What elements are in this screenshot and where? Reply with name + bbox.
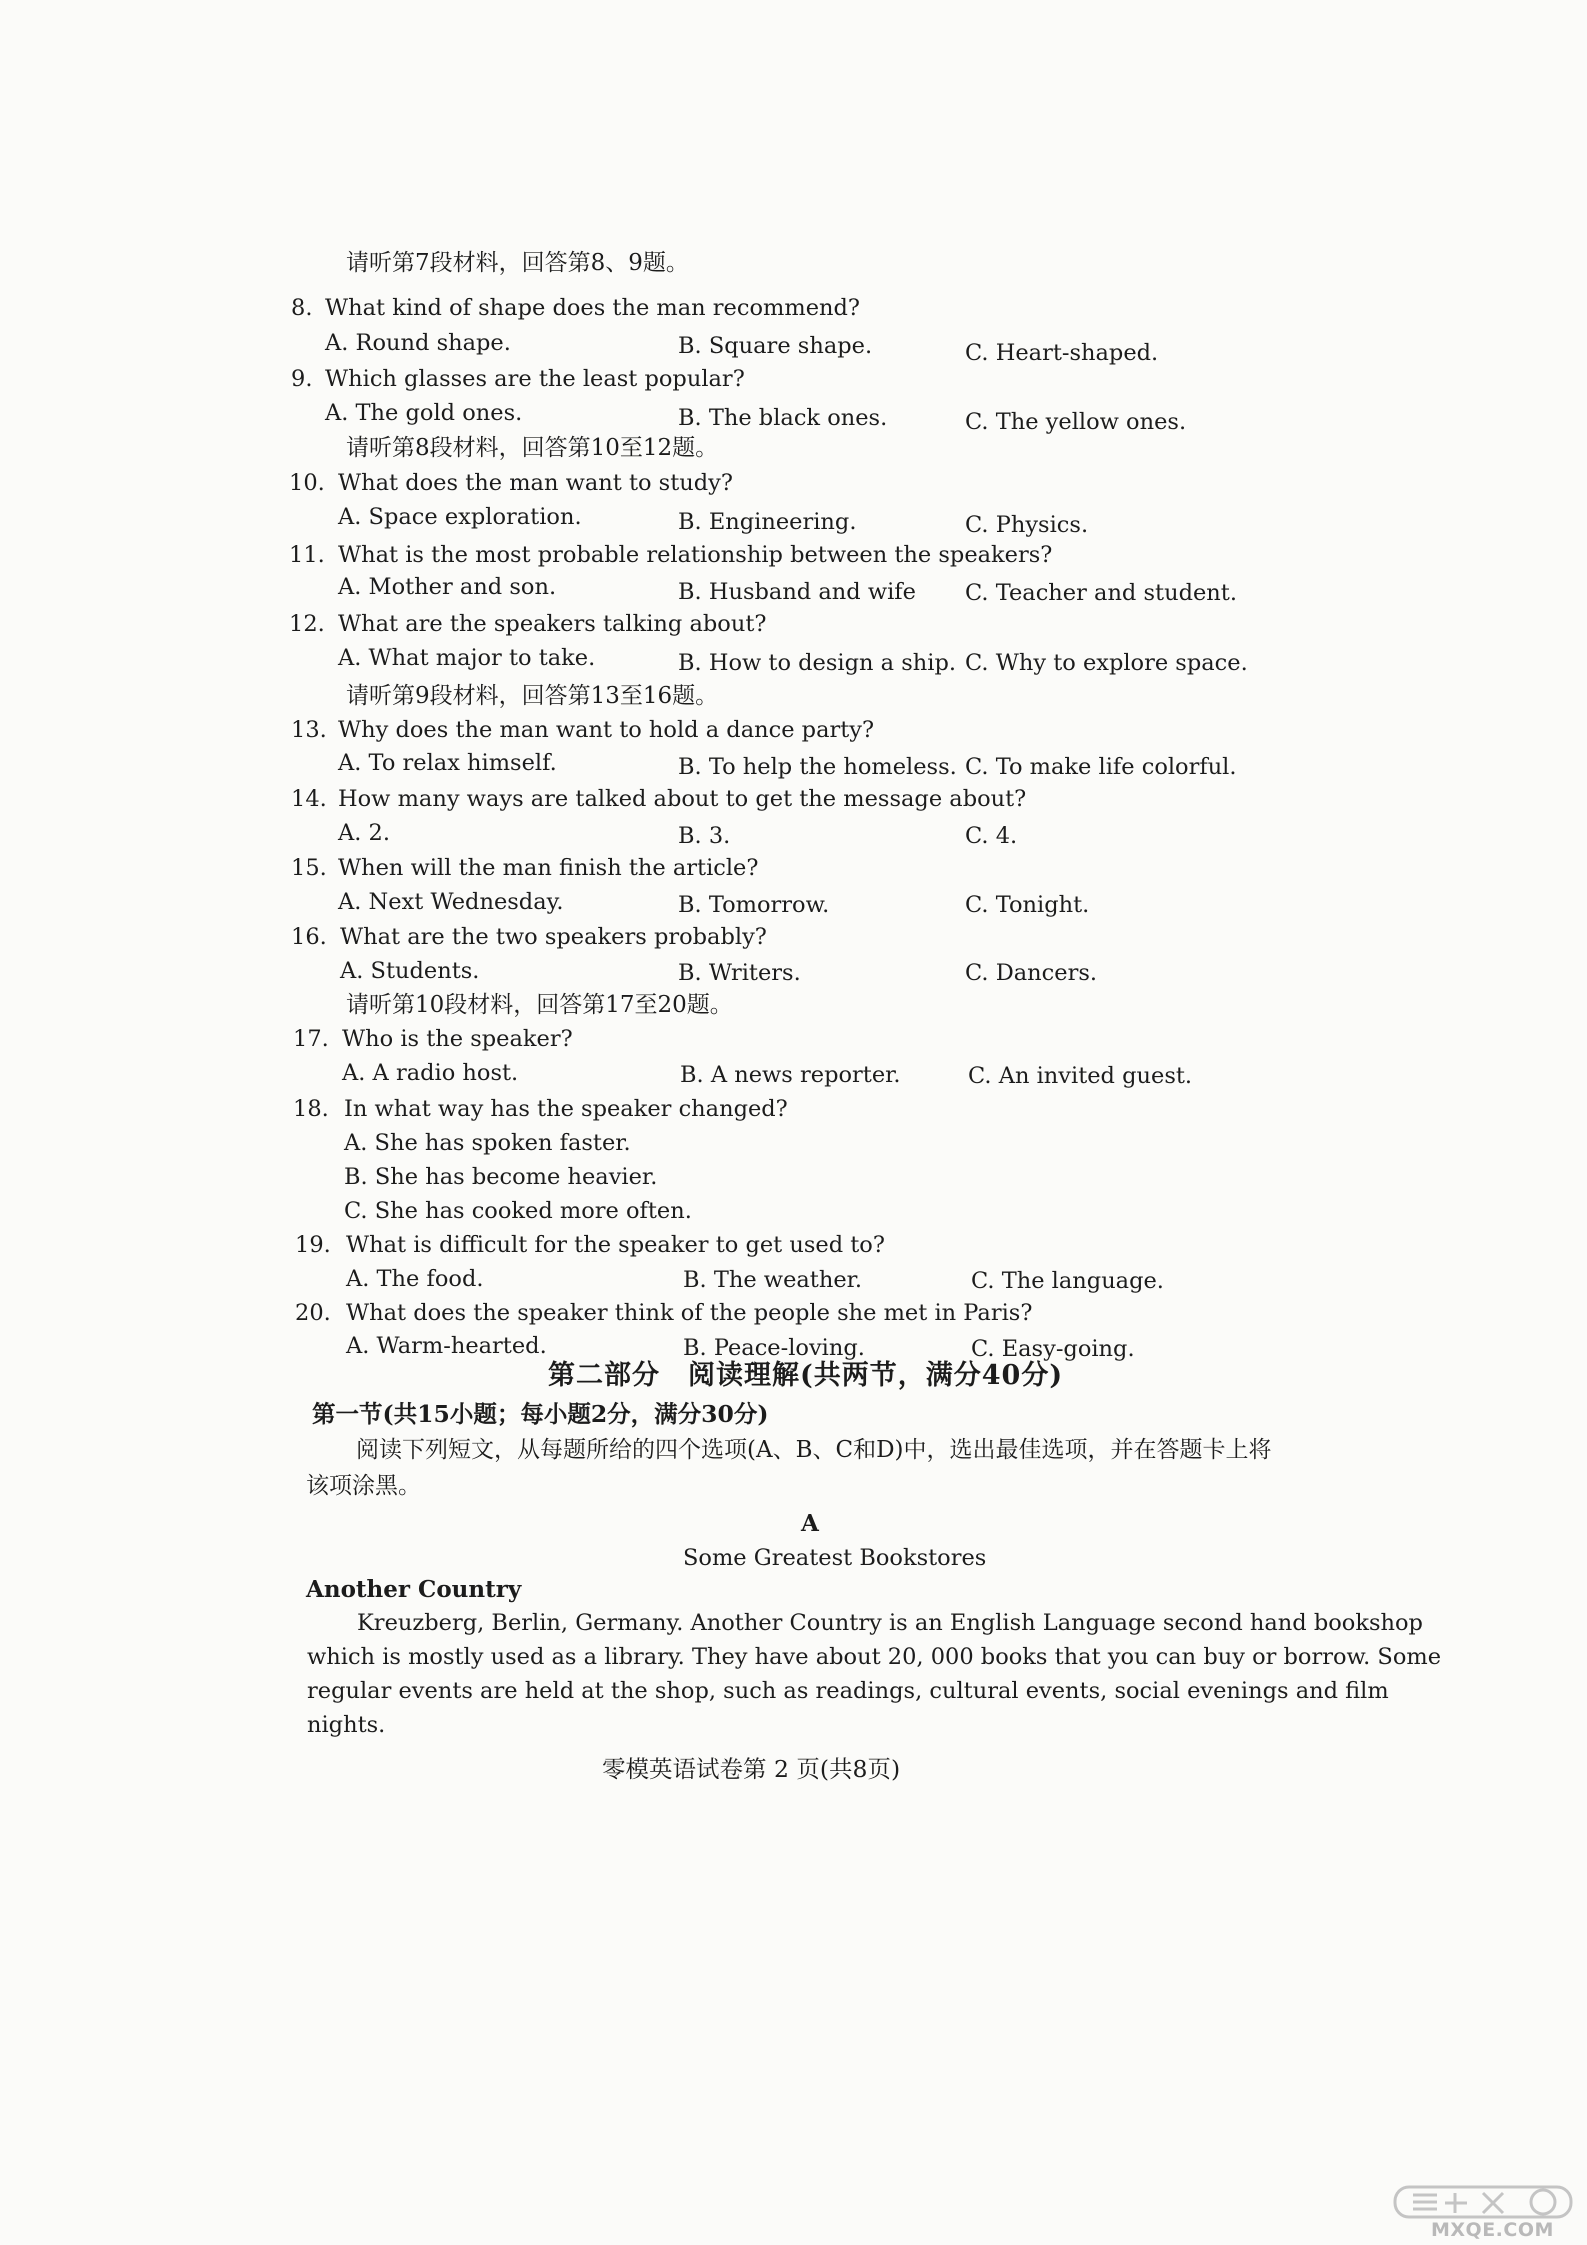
q12-number: 12.	[289, 611, 325, 637]
q16-option-b: B. Writers.	[678, 960, 801, 986]
passage-line-2: which is mostly used as a library. They have about 20, 000 books that you can buy or borrow. Some	[307, 1644, 1442, 1670]
q16-number: 16.	[291, 924, 327, 950]
q16-option-a: A. Students.	[340, 958, 480, 984]
q17-option-c: C. An invited guest.	[968, 1063, 1193, 1089]
passage-letter: A	[801, 1510, 819, 1537]
q12-option-a: A. What major to take.	[338, 645, 596, 671]
listening-instruction-9: 请听第9段材料，回答第13至16题。	[346, 683, 719, 709]
q17-option-a: A. A radio host.	[342, 1060, 519, 1086]
passage-title: Some Greatest Bookstores	[683, 1545, 987, 1571]
q13-option-a: A. To relax himself.	[338, 750, 557, 776]
q13-stem: Why does the man want to hold a dance party?	[338, 717, 875, 743]
listening-instruction-10: 请听第10段材料，回答第17至20题。	[346, 992, 733, 1018]
q12-option-c: C. Why to explore space.	[965, 650, 1248, 676]
page-footer: 零模英语试卷第 2 页(共8页)	[602, 1755, 901, 1783]
passage-line-1: Kreuzberg, Berlin, Germany. Another Country is an English Language second hand bookshop	[357, 1610, 1423, 1636]
q17-number: 17.	[293, 1026, 329, 1052]
reading-instruction-line1: 阅读下列短文，从每题所给的四个选项(A、B、C和D)中，选出最佳选项，并在答题卡上将	[356, 1437, 1272, 1463]
passage-line-4: nights.	[307, 1712, 386, 1738]
passage-line-3: regular events are held at the shop, such as readings, cultural events, social evenings and film	[307, 1678, 1389, 1704]
q20-number: 20.	[295, 1300, 331, 1326]
q9-option-b: B. The black ones.	[678, 405, 888, 431]
q10-option-c: C. Physics.	[965, 512, 1089, 538]
article-heading: Another Country	[306, 1576, 522, 1603]
q11-number: 11.	[289, 542, 325, 568]
q8-option-a: A. Round shape.	[325, 330, 511, 356]
q14-number: 14.	[291, 786, 327, 812]
watermark	[1393, 2183, 1573, 2241]
q14-stem: How many ways are talked about to get the message about?	[338, 786, 1027, 812]
q8-option-b: B. Square shape.	[678, 333, 873, 359]
q18-option-b: B. She has become heavier.	[344, 1164, 658, 1190]
q15-number: 15.	[291, 855, 327, 881]
q20-stem: What does the speaker think of the people she met in Paris?	[346, 1300, 1033, 1326]
q13-number: 13.	[291, 717, 327, 743]
q8-number: 8.	[291, 295, 313, 321]
q20-option-c: C. Easy-going.	[971, 1336, 1135, 1362]
reading-instruction-line2: 该项涂黑。	[306, 1473, 421, 1499]
q20-option-a: A. Warm-hearted.	[346, 1333, 547, 1359]
q11-stem: What is the most probable relationship between the speakers?	[338, 542, 1053, 568]
q9-option-c: C. The yellow ones.	[965, 409, 1187, 435]
q11-option-a: A. Mother and son.	[338, 574, 557, 600]
q19-option-a: A. The food.	[346, 1266, 484, 1292]
watermark-site-text: MXQE.COM	[1431, 2219, 1554, 2241]
part2-title: 第二部分 阅读理解(共两节，满分40分)	[548, 1360, 1064, 1391]
section1-title: 第一节(共15小题；每小题2分，满分30分)	[312, 1400, 769, 1428]
q8-stem: What kind of shape does the man recommend?	[325, 295, 860, 321]
q10-stem: What does the man want to study?	[338, 470, 733, 496]
q19-option-c: C. The language.	[971, 1268, 1164, 1294]
q14-option-a: A. 2.	[338, 820, 391, 846]
watermark-logo-icon	[1393, 2183, 1573, 2219]
q17-option-b: B. A news reporter.	[680, 1062, 901, 1088]
q10-number: 10.	[289, 470, 325, 496]
q15-stem: When will the man finish the article?	[338, 855, 759, 881]
q12-option-b: B. How to design a ship.	[678, 650, 957, 676]
q10-option-a: A. Space exploration.	[338, 504, 582, 530]
q19-number: 19.	[295, 1232, 331, 1258]
q16-stem: What are the two speakers probably?	[340, 924, 767, 950]
q12-stem: What are the speakers talking about?	[338, 611, 767, 637]
q15-option-b: B. Tomorrow.	[678, 892, 830, 918]
q9-stem: Which glasses are the least popular?	[325, 366, 745, 392]
q13-option-c: C. To make life colorful.	[965, 754, 1237, 780]
q18-stem: In what way has the speaker changed?	[344, 1096, 788, 1122]
q14-option-c: C. 4.	[965, 823, 1018, 849]
q17-stem: Who is the speaker?	[342, 1026, 573, 1052]
q19-stem: What is difficult for the speaker to get used to?	[346, 1232, 885, 1258]
q11-option-b: B. Husband and wife	[678, 579, 916, 605]
q20-option-b: B. Peace-loving.	[683, 1335, 865, 1361]
q11-option-c: C. Teacher and student.	[965, 580, 1237, 606]
q15-option-c: C. Tonight.	[965, 892, 1090, 918]
q15-option-a: A. Next Wednesday.	[338, 889, 564, 915]
q18-option-a: A. She has spoken faster.	[344, 1130, 631, 1156]
q14-option-b: B. 3.	[678, 823, 731, 849]
q19-option-b: B. The weather.	[683, 1267, 863, 1293]
q9-number: 9.	[291, 366, 313, 392]
q9-option-a: A. The gold ones.	[325, 400, 523, 426]
q10-option-b: B. Engineering.	[678, 509, 857, 535]
q18-number: 18.	[293, 1096, 329, 1122]
q16-option-c: C. Dancers.	[965, 960, 1098, 986]
q13-option-b: B. To help the homeless.	[678, 754, 957, 780]
q8-option-c: C. Heart-shaped.	[965, 340, 1159, 366]
listening-instruction-7: 请听第7段材料，回答第8、9题。	[346, 250, 689, 276]
listening-instruction-8: 请听第8段材料，回答第10至12题。	[346, 435, 719, 461]
q18-option-c: C. She has cooked more often.	[344, 1198, 692, 1224]
